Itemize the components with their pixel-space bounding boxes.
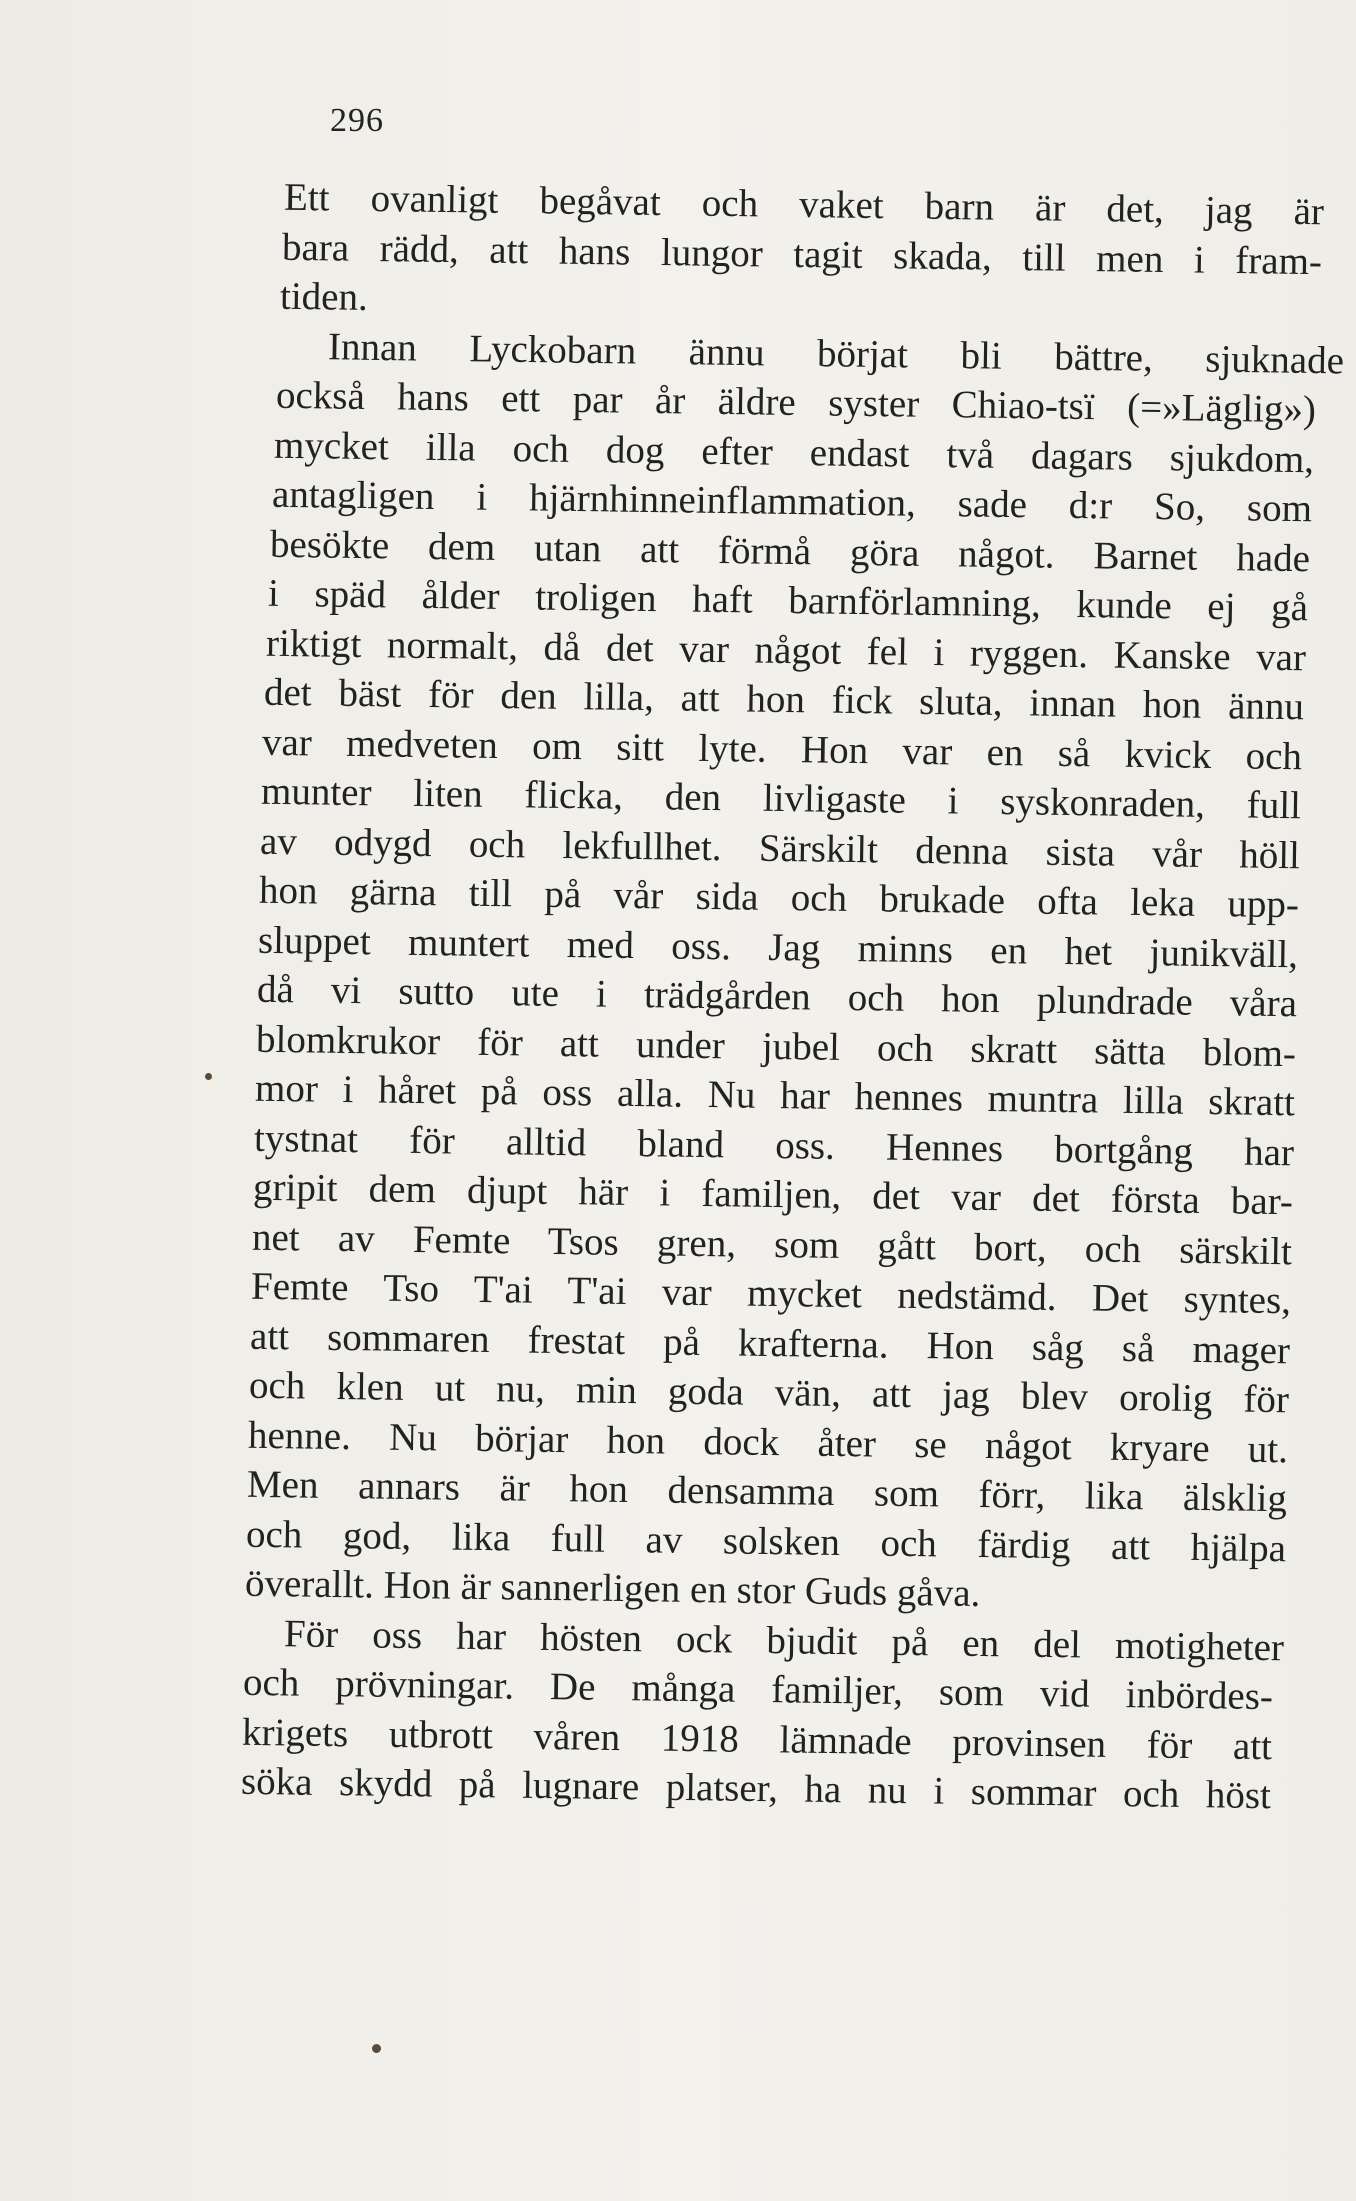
text-line: av odygd och lekfullhet. Särskilt denna sista vår höll	[259, 819, 1301, 877]
text-line: Femte Tso T'ai T'ai var mycket nedstämd. Det syntes,	[250, 1264, 1292, 1323]
text-line: överallt. Hon är sannerligen en stor Guds gåva.	[244, 1561, 981, 1616]
text-line: tiden.	[279, 274, 369, 319]
ink-dot	[372, 2044, 381, 2053]
text-line: riktigt normalt, då det var något fel i ryggen. Kanske var	[265, 621, 1307, 679]
text-line: i späd ålder troligen haft barnförlamning, kunde ej gå	[267, 571, 1309, 630]
text-line: krigets utbrott våren 1918 lämnade provinsen för att	[241, 1710, 1273, 1768]
text-line: antagligen i hjärnhinneinflammation, sade d:r So, som	[271, 472, 1313, 531]
text-line: var medveten om sitt lyte. Hon var en så kvick och	[261, 720, 1303, 778]
text-line: För oss har hösten ock bjudit på en del motigheter	[283, 1611, 1285, 1669]
text-line: mycket illa och dog efter endast två dagars sjukdom,	[273, 423, 1315, 481]
text-line: hon gärna till på vår sida och brukade ofta leka upp-	[258, 868, 1300, 927]
text-line: gripit dem djupt här i familjen, det var det första bar-	[252, 1165, 1294, 1224]
text-line: henne. Nu börjar hon dock åter se något kryare ut.	[247, 1413, 1289, 1471]
text-line: söka skydd på lugnare platser, ha nu i sommar och höst	[240, 1759, 1272, 1818]
text-line: Innan Lyckobarn ännu börjat bli bättre, sjuknade	[327, 324, 1345, 382]
body-text	[240, 175, 1345, 1818]
page-number: 296	[330, 102, 384, 139]
ink-dot	[205, 1073, 212, 1080]
text-line: besökte dem utan att förmå göra något. Barnet hade	[269, 522, 1311, 580]
text-line: tystnat för alltid bland oss. Hennes bortgång har	[253, 1116, 1295, 1174]
text-line: mor i håret på oss alla. Nu har hennes muntra lilla skratt	[254, 1066, 1296, 1125]
text-line: och god, lika full av solsken och färdig att hjälpa	[245, 1512, 1287, 1570]
text-line: bara rädd, att hans lungor tagit skada, till men i fram-	[281, 225, 1323, 283]
text-line: blomkrukor för att under jubel och skratt sätta blom-	[255, 1017, 1297, 1075]
text-line: det bäst för den lilla, att hon fick sluta, innan hon ännu	[263, 670, 1305, 729]
text-line: sluppet muntert med oss. Jag minns en het junikväll,	[257, 918, 1299, 976]
text-line: att sommaren frestat på krafterna. Hon såg så mager	[249, 1314, 1291, 1372]
text-line: net av Femte Tsos gren, som gått bort, och särskilt	[251, 1215, 1293, 1273]
text-line: munter liten flicka, den livligaste i syskonraden, full	[260, 769, 1302, 828]
text-line: då vi sutto ute i trädgården och hon plundrade våra	[256, 967, 1298, 1026]
text-line: Ett ovanligt begåvat och vaket barn är det, jag är	[283, 175, 1325, 234]
text-line: Men annars är hon densamma som förr, lika älsklig	[246, 1462, 1288, 1521]
text-line: och prövningar. De många familjer, som vid inbördes-	[242, 1660, 1274, 1719]
text-line: också hans ett par år äldre syster Chiao-tsï (=»Läglig»)	[275, 373, 1317, 432]
text-line: och klen ut nu, min goda vän, att jag blev orolig för	[248, 1363, 1290, 1422]
